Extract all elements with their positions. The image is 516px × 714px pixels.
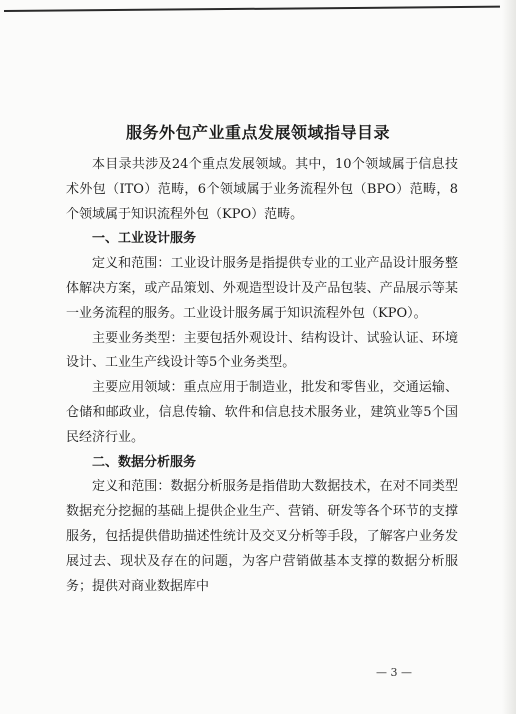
industrial-design-application-fields: 主要应用领域：重点应用于制造业，批发和零售业，交通运输、仓储和邮政业，信息传输、软件和信息技术服务业，建筑业等5个国民经济行业。	[66, 380, 458, 445]
intro-paragraph: 本目录共涉及24个重点发展领域。其中，10个领域属于信息技术外包（ITO）范畴，6个领域属于业务流程外包（BPO）范畴，8个领域属于知识流程外包（KPO）范畴。	[66, 157, 458, 222]
page-number: — 3 —	[376, 666, 412, 679]
top-rule	[4, 6, 500, 12]
scan-edge-shadow	[502, 0, 516, 714]
section-heading-data-analysis: 二、数据分析服务	[92, 454, 197, 470]
section-heading-industrial-design: 一、工业设计服务	[92, 231, 197, 247]
industrial-design-business-types: 主要业务类型：主要包括外观设计、结构设计、试验认证、环境设计、工业生产线设计等5个业务类型。	[66, 330, 458, 371]
document-body	[66, 153, 458, 599]
industrial-design-definition: 定义和范围：工业设计服务是指提供专业的工业产品设计服务整体解决方案，或产品策划、外观造型设计及产品包装、产品展示等某一业务流程的服务。工业设计服务属于知识流程外包（KPO）。	[66, 256, 458, 321]
data-analysis-definition: 定义和范围：数据分析服务是指借助大数据技术，在对不同类型数据充分挖掘的基础上提供企业生产、营销、研发等各个环节的支撑服务，包括提供借助描述性统计及交叉分析等手段，了解客户业务发展过去、现状及存在的问题，为客户营销做基本支撑的数据分析服务；提供对商业数据库中	[66, 479, 458, 594]
document-title: 服务外包产业重点发展领域指导目录	[125, 123, 390, 142]
